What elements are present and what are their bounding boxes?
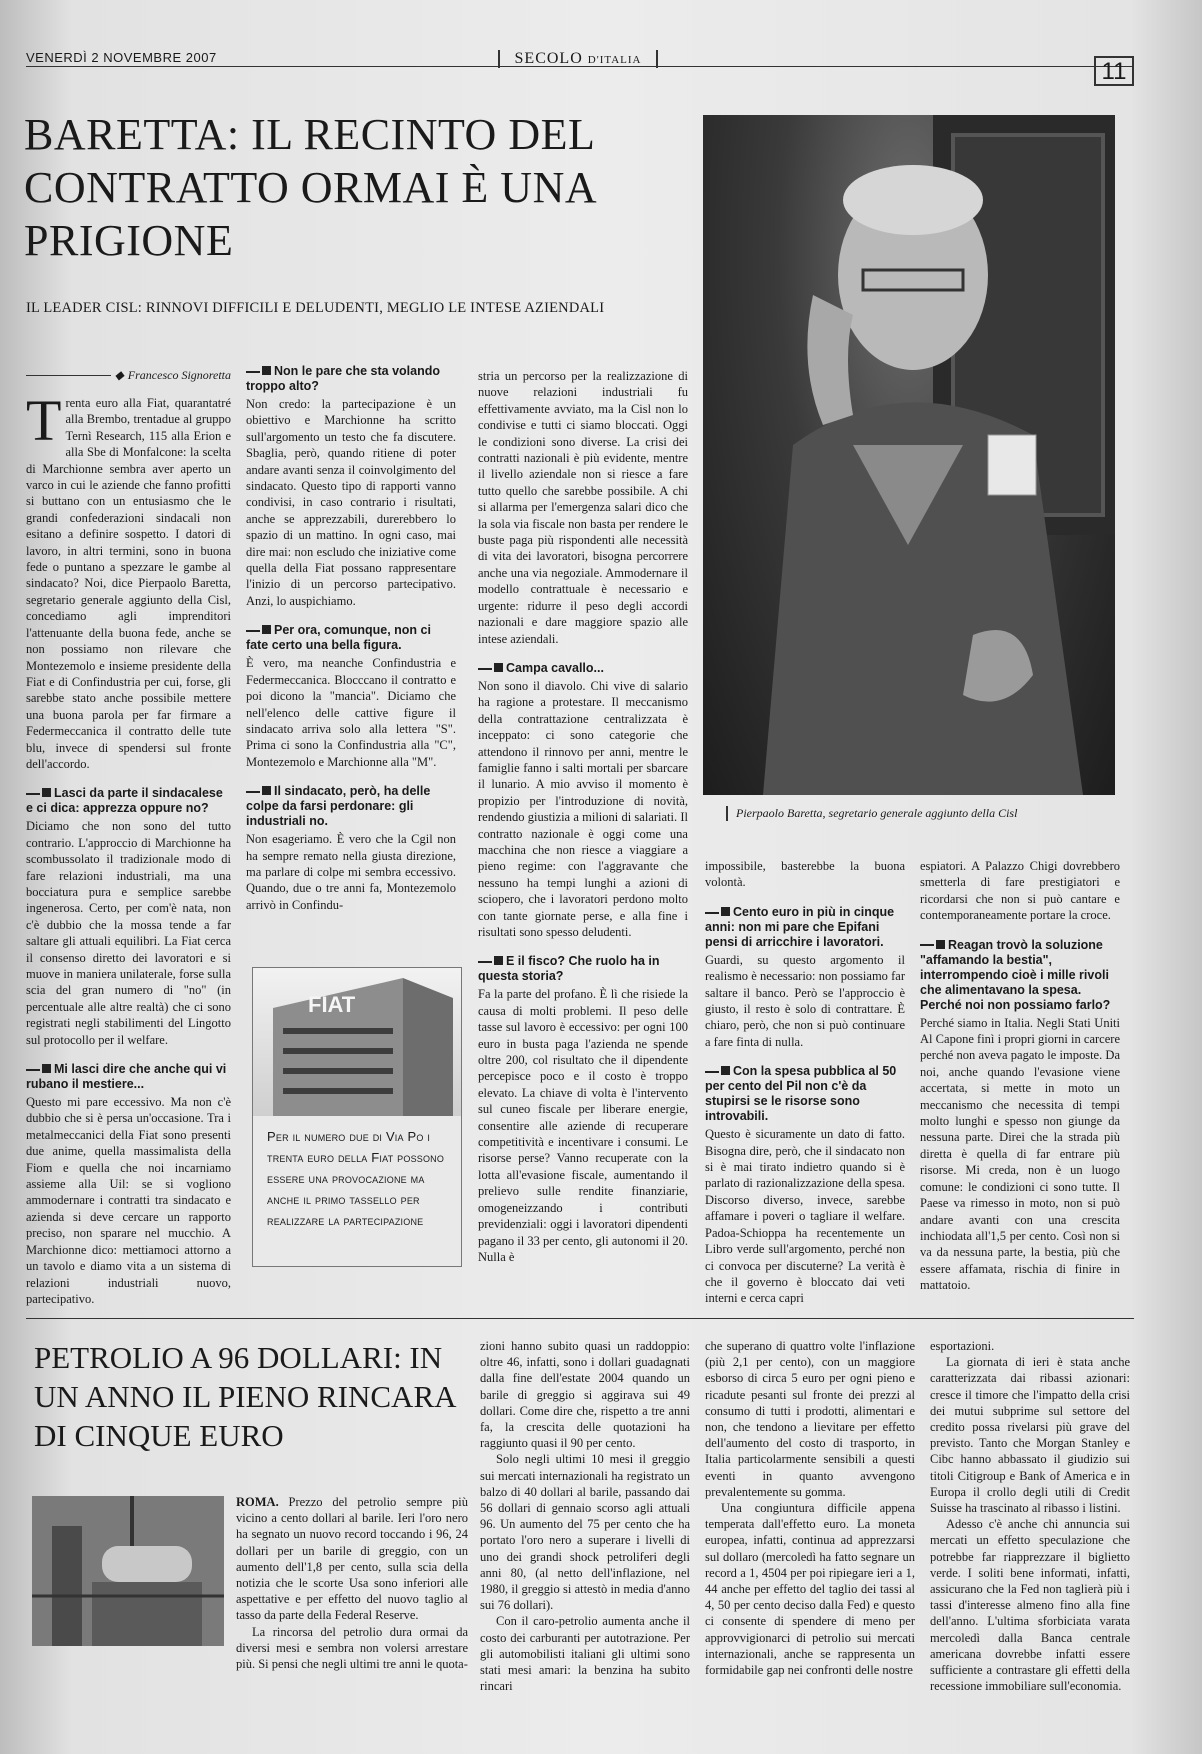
portrait-photo [703, 115, 1115, 795]
answer-paragraph: Non credo: la partecipazione è un obiettivo e Marchionne ha scritto sull'argomento un testo che fa discutere. Sbaglia, però, quando ritiene di poter andare avanti senza il coinvolgimento del sindacato. Questo tipo di rapporti vanno condivisi, in caso contrario i risultati, anche se apprezzabili, durerebbero lo spazio di un mattino. In ogni caso, mai dire mai: non escludo che iniziative come quella della Fiat possano rappresentare l'inizio di un percorso partecipativo. Anzi, lo auspichiamo. [246, 397, 456, 608]
answer-paragraph: espiatori. A Palazzo Chigi dovrebbero smetterla di fare prestigiatori e ricordarsi che non si può cantare e contemporaneamente portare la croce. [920, 859, 1120, 923]
article-column-2 [246, 350, 456, 913]
question-heading [478, 661, 688, 676]
article2-column-3 [705, 1338, 915, 1678]
question-text: Il sindacato, però, ha delle colpe da farsi perdonare: gli industriali no. [246, 784, 431, 829]
question-heading [246, 364, 456, 394]
article2-paragraph: La giornata di ieri è stata anche caratterizzata dai ribassi azionari: cresce il timore che l'impatto della crisi dei mutui subprime sul settore del credito possa rivelarsi più grave del previsto. Tanto che Morgan Stanley e Cibc hanno abbassato il giudizio sui titoli Citigroup e Bank of America e in Europa il crollo degli utili di Credit Suisse ha trascinato al ribasso i listini. [930, 1355, 1130, 1516]
article-column-3 [478, 368, 688, 1265]
question-heading [26, 1062, 231, 1092]
answer-paragraph: impossibile, basterebbe la buona volontà. [705, 859, 905, 890]
question-heading [705, 905, 905, 950]
question-heading [246, 784, 456, 829]
fiat-sign: FIAT [308, 992, 356, 1017]
article-subhead: IL LEADER CISL: RINNOVI DIFFICILI E DELUDENTI, MEGLIO LE INTESE AZIENDALI [26, 300, 605, 316]
question-heading [26, 786, 231, 816]
question-text: Cento euro in più in cinque anni: non mi pare che Epifani pensi di arricchire i lavoratori. [705, 904, 895, 949]
article2-column-2 [480, 1338, 690, 1694]
question-heading [705, 1064, 905, 1124]
question-text: Mi lasci dire che anche qui vi rubano il mestiere... [26, 1062, 227, 1092]
answer-paragraph: Guardi, su questo argomento il realismo è necessario: non possiamo far saltare il banco. Però se l'approccio è giusto, il resto è solo di contrattare. È chiaro, però, che non si può continuare a fare finta di nulla. [705, 952, 905, 1049]
page-number: 11 [1094, 56, 1134, 86]
answer-paragraph: Questo è sicuramente un dato di fatto. Bisogna dire, però, che il sindacato non si è mai tirato indietro quando si è parlato di razionalizzazione della spesa. Discorso diverso, invece, sarebbe affamare i poveri o tagliare il welfare. Padoa-Schioppa ha recentemente un Libro verde sull'argomento, perché non ci convoca per discuterne? La verità è che il governo è bloccato dai veti interni e cerca capri [705, 1127, 905, 1306]
article2-paragraph: Solo negli ultimi 10 mesi il greggio sui mercati internazionali ha registrato un balzo di 40 dollari al barile, passando dai 56 dollari di gennaio scorso agli attuali 96. Un aumento del 75 per cento che ha portato l'oro nero a superare i livelli di uno dei grandi shock petroliferi degli anni 80, (al netto dell'inflazione, nel 1980, il greggio si attestò in media d'anno sui 76 dollari). [480, 1452, 690, 1613]
answer-paragraph: Non sono il diavolo. Chi vive di salario ha ragione a protestare. Il meccanismo della contrattazione centralizzata è inceppato: ci sono categorie che attendono il rinnovo per anni, mentre le famiglie fanno i salti mortali per sbarcare il lunario. A mio avviso il momento è propizio per l'introduzione di novità, rendendo giustizia a milioni di salariati. Il contratto nazionale è oggi come una macchina che non riesce a viaggiare a pieno regime: con l'aggravante che nessuno ha tempi lunghi a azioni di sciopero, che i lavoratori perdono molto con tante giornate perse, e alla fine i risultati sono spesso deludenti. [478, 678, 688, 939]
masthead-main: SECOLO [514, 50, 583, 67]
answer-paragraph: stria un percorso per la realizzazione di nuove relazioni industriali fu effettivamente avviato, ma la Cisl non lo condivise e tutti ci siamo bloccati. Oggi le condizioni sono diverse. La crisi dei contratti nazionali è più evidente, mentre il livello aziendale non si riesce a fare tutto quello che sarebbe possibile. A chi si allarma per l'emergenza salari dico che la sola via fiscale non basta per rendere le buste paga più rispondenti alle necessità di vita dei lavoratori, bisogna percorrere anche una via negoziale. Ammodernare il modello contrattuale è necessario e urgente: ridurre il peso degli accordi nazionali e dare maggiore spazio alle intese aziendali. [478, 369, 688, 646]
answer-paragraph: Questo mi pare eccessivo. Ma non c'è dubbio che si è persa un'occasione. Tra i metalmeccanici della Fiat sono presenti due anime, quella massimalista della Fiom e quella che noi incarniamo assieme alla Uil: se si vogliono ammodernare i contratti tra sindacato e azienda si deve cercare un rapporto preciso, non sparare nel mucchio. A Marchionne dico: mettiamoci attorno a un tavolo e diamo vita a un sistema di relazioni industriali nuovo, partecipativo. [26, 1095, 231, 1306]
article2-paragraph [236, 1494, 468, 1624]
article2-column-4 [930, 1338, 1130, 1694]
article-column-1 [26, 368, 231, 1307]
article-headline: BARETTA: IL RECINTO DEL CONTRATTO ORMAI È UNA PRIGIONE [24, 110, 595, 265]
question-text: Campa cavallo... [506, 660, 604, 675]
refinery-photo [32, 1496, 224, 1646]
answer-paragraph: Diciamo che non sono del tutto contrario. L'approccio di Marchionne ha scombussolato il tradizionale modo di fare relazioni industriali, ma una bocciatura pura e semplice sarebbe ingenerosa. Certo, per com'è nata, non c'è dubbio che la mossa tende a far saltare gli attuali equilibri. La Fiat cerca il consenso diretto dei lavoratori e si muove in maniera unilaterale, forse sulla scia del gran numero di "no" (in percentuale alle altre realtà) che ci sono registrati negli stabilimenti del Lingotto sul protocollo per il welfare. [26, 819, 231, 1047]
article-column-5 [920, 858, 1120, 1294]
question-text: E il fisco? Che ruolo ha in questa storia? [478, 954, 660, 984]
inset-box [252, 967, 462, 1267]
question-heading [920, 938, 1120, 1013]
question-text: Per ora, comunque, non ci fate certo una bella figura. [246, 623, 431, 653]
question-text: Con la spesa pubblica al 50 per cento del Pil non c'è da stupirsi se le risorse sono introvabili. [705, 1064, 897, 1124]
article2-paragraph: Una congiuntura difficile appena temperata dall'effetto euro. La moneta europea, infatti, continua ad apprezzarsi sul dollaro (mercoledì ha fatto segnare un record a 1, 4504 per poi ripiegare ieri a 1, 44 anche per effetto del taglio dei tassi al 4, 50 per cento deciso dalla Fed) e questo ci consente di spendere di meno per approvvigionarci di petrolio sui mercati internazionali, anche se rappresenta un formidabile gap nei confronti delle nostre [705, 1501, 915, 1678]
masthead [498, 50, 658, 68]
article2-paragraph: Adesso c'è anche chi annuncia sui mercati un effetto speculazione che potrebbe far riapprezzare il biglietto verde. I soliti bene informati, infatti, assicurano che la Fed non taglierà più i tassi d'interesse almeno fino alla fine dell'anno. L'ultima sforbiciata varata mercoledì dalla Banca centrale americana dovrebbe infatti essere sufficiente a contrastare gli effetti della recessione immobiliare sull'economia. [930, 1517, 1130, 1694]
lead-paragraph [26, 388, 231, 772]
article2-column-1 [236, 1494, 468, 1672]
article2-paragraph: Con il caro-petrolio aumenta anche il costo dei carburanti per autotrazione. Per gli automobilisti italiani gli ultimi sono stati mesi amari: la benzina ha subito rincari [480, 1614, 690, 1694]
masthead-small: D'ITALIA [587, 54, 642, 66]
article2-paragraph: zioni hanno subito quasi un raddoppio: oltre 46, infatti, sono i dollari guadagnati dalla fine dell'estate 2004 quando un barile di greggio si aggirava sui 49 dollari. Come dire che, rispetto a tre anni fa, la crescita delle quotazioni ha raggiunto quasi il 90 per cento. [480, 1339, 690, 1451]
article-column-4 [705, 858, 905, 1307]
question-text: Reagan trovò la soluzione "affamando la bestia", interrompendo cioè i mille rivoli che alimentavano la spesa. Perché noi non possiamo farlo? [920, 937, 1111, 1012]
section-divider [26, 1318, 1134, 1319]
article2-paragraph: La rincorsa del petrolio dura ormai da diversi mesi e sembra non volersi arrestare più. Si pensi che negli ultimi tre anni le quota- [236, 1624, 468, 1672]
building-illustration [253, 968, 461, 1116]
dateline: ROMA. [236, 1495, 279, 1509]
lead-text: renta euro alla Fiat, quarantatré alla Brembo, trentadue al gruppo Ternì Research, 115 alla Erion e alla Sbe di Monfalcone: la scelta di Marchionne sembra aver aperto un varco in cui le aziende che fanno profitti si buttano con un entusiasmo che le grandi confederazioni sindacali non esitano a definire sospetto. I datori di lavoro, in altri termini, sono in buona fede o puntano a spezzare le gambe al sindacato? Noi, dice Pierpaolo Baretta, segretario generale aggiunto della Cisl, concediamo agli imprenditori l'attenuante della buona fede, anche se non possiamo non rilevare che Montezemolo e insieme presidente della Fiat e di Confindustria per cui, forse, gli sarebbe stato anche possibile mettere una buona parola per far firmare a Federmeccanica il contratto delle tute blu, invece di spendersi sul fronte dell'accordo. [26, 396, 231, 771]
answer-paragraph: Perché siamo in Italia. Negli Stati Uniti Al Capone finì i propri giorni in carcere perché non aveva pagato le imposte. Da noi, anche quando l'evasione viene accertata, si mette in moto un meccanismo che necessita di tempi molto lunghi e spesso non giunge da nessuna parte. Direi che la strada più diretta è quella di far entrare più risorse. Mi creda, non è un luogo comune: le condizioni ci sono tutte. Il Paese va rimesso in moto, non si può andare avanti con una crescita inchiodata all'1,5 per cento. Così non si va da nessuna parte, la bestia, più che essere affamata, rischia di finire in mattatoio. [920, 1015, 1120, 1293]
byline-author: Francesco Signoretta [127, 368, 231, 382]
article2-paragraph: esportazioni. [930, 1339, 995, 1353]
article2-headline: PETROLIO A 96 DOLLARI: IN UN ANNO IL PIENO RINCARA DI CINQUE EURO [34, 1340, 455, 1453]
refinery-illustration [32, 1496, 224, 1646]
question-heading [478, 954, 688, 984]
question-heading [246, 623, 456, 653]
portrait-illustration [703, 115, 1115, 795]
dropcap: T [26, 388, 62, 453]
answer-paragraph: È vero, ma neanche Confindustria e Federmeccanica. Blocccano il contratto e poi dicono la "mancia". Diciamo che nell'elenco delle cattive figure il sindacato arriva solo alla lettera "S". Prima ci sono la Confindustria alla "C", Montezemolo e Marchionne alla "M". [246, 656, 456, 769]
question-text: Non le pare che sta volando troppo alto? [246, 364, 441, 393]
photo-caption: Pierpaolo Baretta, segretario generale aggiunto della Cisl [726, 806, 1116, 821]
question-text: Lasci da parte il sindacalese e ci dica: apprezza oppure no? [26, 786, 223, 816]
inset-quote: Per il numero due di Via Po i trenta euro della Fiat possono essere una provocazione ma anche il primo tassello per realizzare la partecipazione [267, 1129, 445, 1228]
article2-text: Prezzo del petrolio sempre più vicino a cento dollari al barile. Ieri l'oro nero ha segnato un nuovo record toccando i 96, 24 dollari per un barile di greggio, con un aumento dell'1,8 per cento, sulla scia della notizia che le scorte Usa sono inferiori alle aspettative e per effetto del nuovo taglio al tasso da parte della Federal Reserve. [236, 1495, 468, 1623]
article2-paragraph: che superano di quattro volte l'inflazione (più 2,1 per cento), con un maggiore esborso di circa 5 euro per ogni pieno e ricadute pesanti sul fronte dei prezzi al consumo di tutti i prodotti, alimentari e non, che tendono a lievitare per effetto dell'aumento del costo di trasporto, in Italia particolarmente sensibili a questi eventi in quanto avvengono prevalentemente su gomma. [705, 1339, 915, 1499]
issue-date: VENERDÌ 2 NOVEMBRE 2007 [26, 50, 217, 65]
answer-paragraph: Fa la parte del profano. È lì che risiede la causa di molti problemi. Il peso delle tasse sul lavoro è eccessivo: per ogni 100 euro in busta paga l'azienda ne spende oltre 200, col risultato che il dipendente percepisce poco e il costo è troppo elevato. La chiave di volta è l'intervento sul cuneo fiscale per liberare energie, consentire alle aziende di recuperare competitività e incentivare i consumi. Le risorse perse? Vanno recuperate con la lotta all'evasione fiscale, aumentando il prelievo sulle rendite finanziarie, omogeneizzando i contributi previdenziali: oggi i lavoratori dipendenti pagano il 33 per cento, gli autonomi il 20. Nulla è [478, 987, 688, 1264]
fiat-building-photo [253, 968, 461, 1116]
answer-paragraph: Non esageriamo. È vero che la Cgil non ha sempre remato nella giusta direzione, ma parlare di colpe mi sembra eccessivo. Quando, due o tre anni fa, Montezemolo arrivò in Confindu- [246, 832, 456, 912]
byline: ◆ Francesco Signoretta [26, 368, 231, 383]
